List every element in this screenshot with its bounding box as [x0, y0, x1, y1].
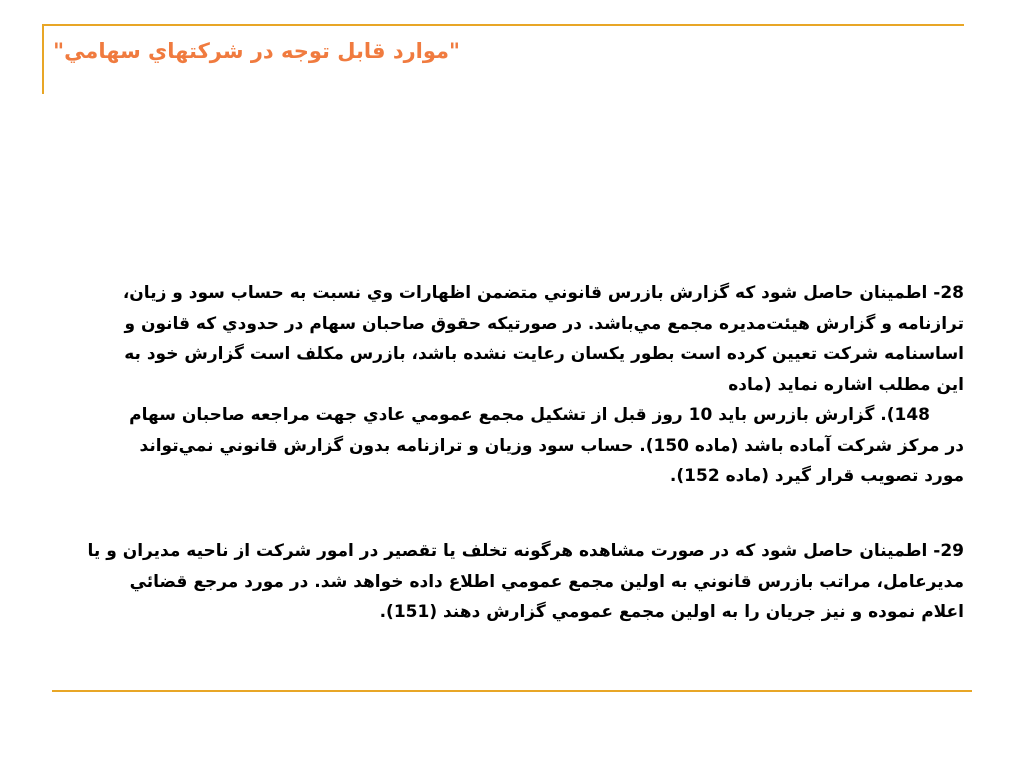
- left-divider: [42, 24, 44, 94]
- paragraph-line: 28- اطمينان حاصل شود كه گزارش بازرس قانوني متضمن اظهارات وي نسبت به حساب سود و زيان،: [122, 283, 964, 303]
- paragraph-line: اساسنامه شركت تعيين كرده است بطور يكسان رعايت نشده باشد، بازرس مكلف است گزارش خود به: [124, 344, 964, 364]
- paragraph-line: مورد تصويب قرار گيرد (ماده 152).: [669, 466, 964, 486]
- paragraph-line: ترازنامه و گزارش هيئت‌مديره مجمع مي‌باشد. در صورتيكه حقوق صاحبان سهام در حدودي كه قانون و: [124, 313, 964, 334]
- paragraph-29: [60, 536, 964, 628]
- slide-title: "موارد قابل توجه در شركتهاي سهامي": [53, 39, 460, 63]
- paragraph-line: مديرعامل، مراتب بازرس قانوني به اولين مجمع عمومي اطلاع داده خواهد شد. در مورد مرجع قضائي: [129, 571, 964, 592]
- paragraph-line: اين مطلب اشاره نمايد (ماده: [728, 374, 964, 395]
- paragraph-line: در مركز شركت آماده باشد (ماده 150). حساب سود وزيان و ترازنامه بدون گزارش قانوني نمي‌تواند: [139, 435, 964, 456]
- paragraph-line: 29- اطمينان حاصل شود كه در صورت مشاهده هرگونه تخلف يا تقصير در امور شركت از ناحيه مديران و يا: [87, 541, 964, 561]
- bottom-divider: [52, 690, 972, 692]
- paragraph-line: 148). گزارش بازرس بايد 10 روز قبل از تشكيل مجمع عمومي عادي جهت مراجعه صاحبان سهام: [129, 405, 930, 425]
- paragraph-line: اعلام نموده و نيز جريان را به اولين مجمع عمومي گزارش دهند (151).: [379, 602, 964, 622]
- paragraph-28: [100, 278, 964, 492]
- top-divider: [42, 24, 964, 26]
